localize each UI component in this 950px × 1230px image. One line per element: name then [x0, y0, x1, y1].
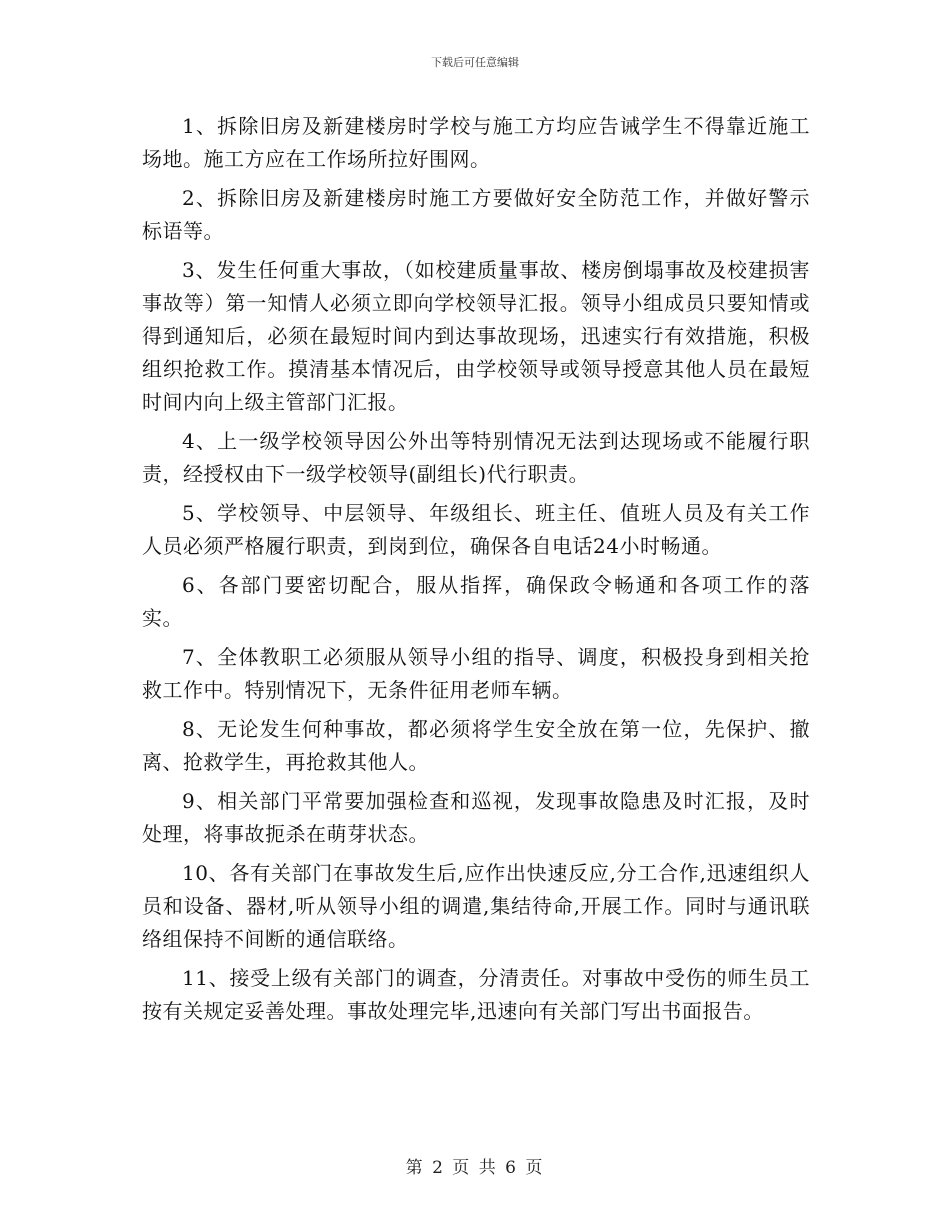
paragraph-5: 5、学校领导、中层领导、年级组长、班主任、值班人员及有关工作人员必须严格履行职责，到岗到位，确保各自电话24小时畅通。 [142, 501, 810, 558]
paragraph-9: 9、相关部门平常要加强检查和巡视，发现事故隐患及时汇报，及时处理，将事故扼杀在萌芽状态。 [142, 789, 810, 846]
paragraph-11: 11、接受上级有关部门的调查，分清责任。对事故中受伤的师生员工按有关规定妥善处理。事故处理完毕,迅速向有关部门写出书面报告。 [142, 966, 810, 1023]
paragraph-4: 4、上一级学校领导因公外出等特别情况无法到达现场或不能履行职责，经授权由下一级学校领导(副组长)代行职责。 [142, 429, 810, 486]
page-footer: 第 2 页 共 6 页 [405, 1158, 545, 1178]
document-body [142, 110, 810, 1034]
paragraph-10: 10、各有关部门在事故发生后,应作出快速反应,分工合作,迅速组织人员和设备、器材,听从领导小组的调遣,集结待命,开展工作。同时与通讯联络组保持不间断的通信联络。 [142, 861, 810, 951]
paragraph-8: 8、无论发生何种事故，都必须将学生安全放在第一位，先保护、撤离、抢救学生，再抢救其他人。 [142, 717, 810, 774]
paragraph-3: 3、发生任何重大事故，（如校建质量事故、楼房倒塌事故及校建损害事故等）第一知情人必须立即向学校领导汇报。领导小组成员只要知情或得到通知后，必须在最短时间内到达事故现场，迅速实行有效措施，积极组织抢救工作。摸清基本情况后，由学校领导或领导授意其他人员在最短时间内向上级主管部门汇报。 [142, 258, 810, 414]
paragraph-1: 1、拆除旧房及新建楼房时学校与施工方均应告诫学生不得靠近施工场地。施工方应在工作场所拉好围网。 [142, 114, 810, 171]
paragraph-2: 2、拆除旧房及新建楼房时施工方要做好安全防范工作，并做好警示标语等。 [142, 186, 810, 243]
page-header: 下载后可任意编辑 [431, 56, 519, 69]
paragraph-6: 6、各部门要密切配合，服从指挥，确保政令畅通和各项工作的落实。 [142, 573, 810, 630]
paragraph-7: 7、全体教职工必须服从领导小组的指导、调度，积极投身到相关抢救工作中。特别情况下，无条件征用老师车辆。 [142, 645, 810, 702]
